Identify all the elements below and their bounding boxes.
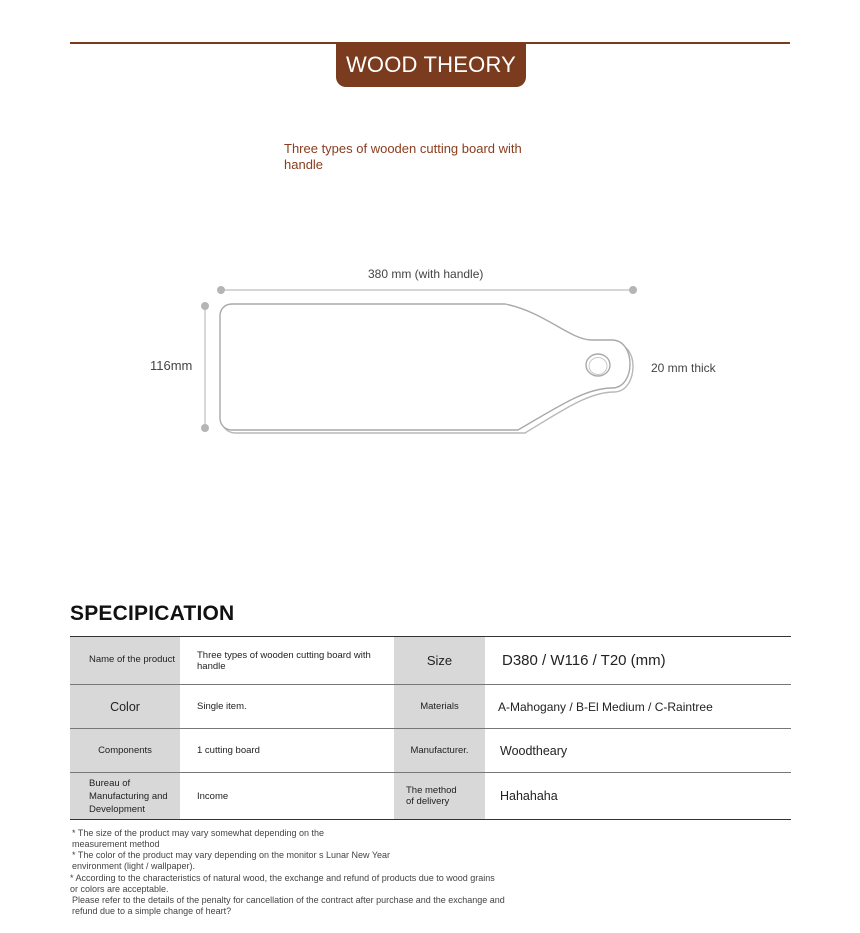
brand-tab: WOOD THEORY: [336, 43, 526, 87]
thickness-label: 20 mm thick: [651, 361, 716, 375]
spec-value-components: 1 cutting board: [180, 729, 394, 773]
table-row: [70, 729, 791, 773]
notes-list: [70, 828, 540, 917]
width-dimension-bottom-dot: [201, 424, 209, 432]
spec-table: [70, 636, 791, 820]
spec-value-delivery: Hahahaha: [485, 773, 791, 820]
width-dimension-top-dot: [201, 302, 209, 310]
note-item: * The size of the product may vary somewhat depending on the measurement method: [72, 828, 324, 849]
table-row: [70, 685, 791, 729]
spec-label-product-name: Name of the product: [70, 637, 180, 685]
table-row: [70, 773, 791, 820]
length-dimension-end-dot: [629, 286, 637, 294]
spec-heading: SPECIPICATION: [70, 602, 235, 625]
length-label: 380 mm (with handle): [368, 267, 484, 281]
spec-label-materials: Materials: [394, 685, 485, 729]
spec-value-color: Single item.: [180, 685, 394, 729]
width-label: 116mm: [150, 358, 193, 373]
note-item: Please refer to the details of the penalty for cancellation of the contract after purchase and the exchange and refund due to a simple change of heart?: [72, 895, 505, 916]
spec-label-color: Color: [70, 685, 180, 729]
table-row: [70, 637, 791, 685]
spec-label-components: Components: [70, 729, 180, 773]
spec-value-product-name: Three types of wooden cutting board with handle: [180, 637, 394, 685]
note-item: * The color of the product may vary depending on the monitor s Lunar New Year environment (light / wallpaper).: [72, 850, 391, 871]
board-outline: [220, 304, 630, 430]
spec-value-manufacturer: Woodtheary: [485, 729, 791, 773]
product-title: Three types of wooden cutting board with handle: [284, 141, 522, 172]
length-dimension-start-dot: [217, 286, 225, 294]
spec-label-delivery: The method of delivery: [394, 773, 485, 820]
spec-value-size: D380 / W116 / T20 (mm): [485, 637, 791, 685]
spec-label-bureau: Bureau of Manufacturing and Development: [70, 773, 180, 820]
spec-label-size: Size: [394, 637, 485, 685]
spec-label-manufacturer: Manufacturer.: [394, 729, 485, 773]
note-item: * According to the characteristics of natural wood, the exchange and refund of products due to wood grains or colors are acceptable.: [70, 873, 495, 894]
spec-value-bureau: Income: [180, 773, 394, 820]
spec-value-materials: A-Mahogany / B-El Medium / C-Raintree: [485, 685, 791, 729]
